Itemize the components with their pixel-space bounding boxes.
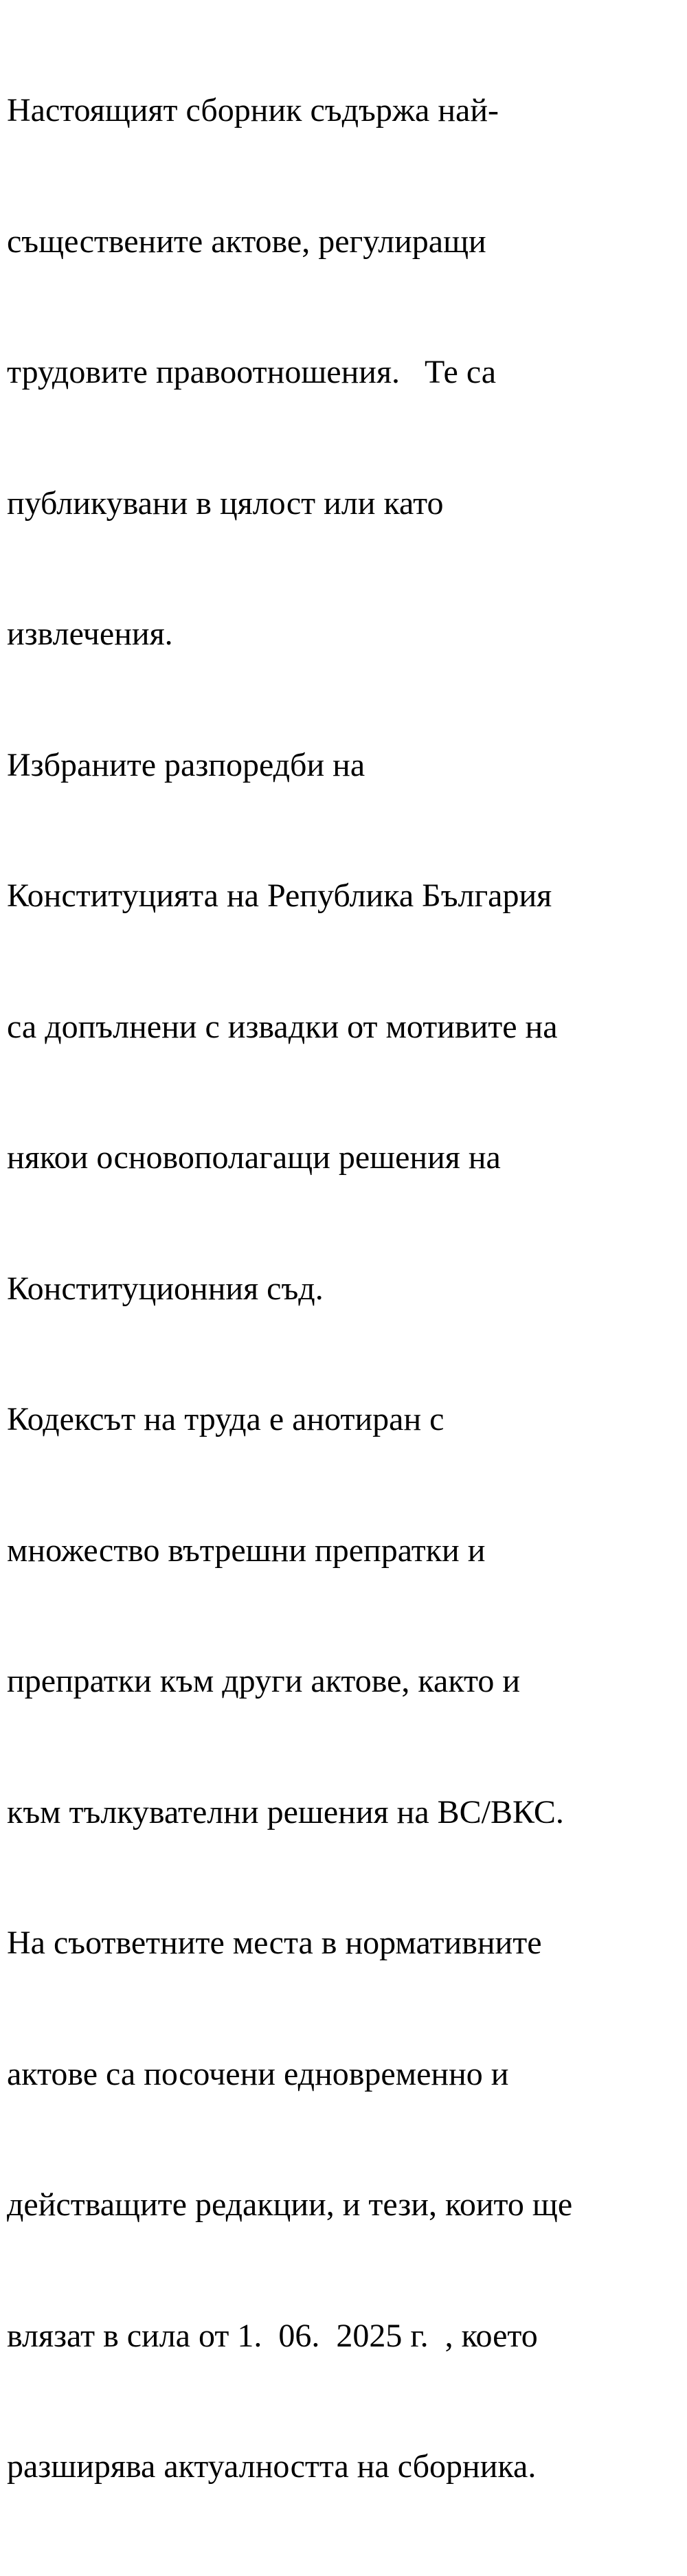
text-line: Конституционния съд.	[7, 1270, 324, 1307]
text-line: действащите редакции, и тези, които ще	[7, 2186, 573, 2223]
text-line: някои основополагащи решения на	[7, 1139, 501, 1176]
text-line: към тълкувателни решения на ВС/ВКС.	[7, 1793, 564, 1830]
text-line: са допълнени с извадки от мотивите на	[7, 1008, 558, 1045]
text-line: извлечения.	[7, 616, 173, 652]
text-line: Конституцията на Република България	[7, 877, 552, 914]
text-line: актове са посочени едновременно и	[7, 2055, 509, 2092]
text-line: Избраните разпоредби на	[7, 746, 365, 783]
text-line: Настоящият сборник съдържа най-	[7, 92, 499, 128]
text-line: множество вътрешни препратки и	[7, 1532, 486, 1569]
text-line: съществените актове, регулиращи	[7, 223, 486, 260]
text-line: трудовите правоотношения. Те са	[7, 354, 497, 390]
text-line: влязат в сила от 1. 06. 2025 г. , което	[7, 2317, 538, 2354]
text-line: Кодексът на труда е анотиран с	[7, 1401, 444, 1437]
document-body	[7, 1, 687, 2576]
text-line: публикувани в цялост или като	[7, 484, 444, 522]
text-line: разширява актуалността на сборника.	[7, 2448, 537, 2485]
text-line: препратки към други актове, както и	[7, 1663, 521, 1699]
text-line: На съответните места в нормативните	[7, 1925, 542, 1961]
